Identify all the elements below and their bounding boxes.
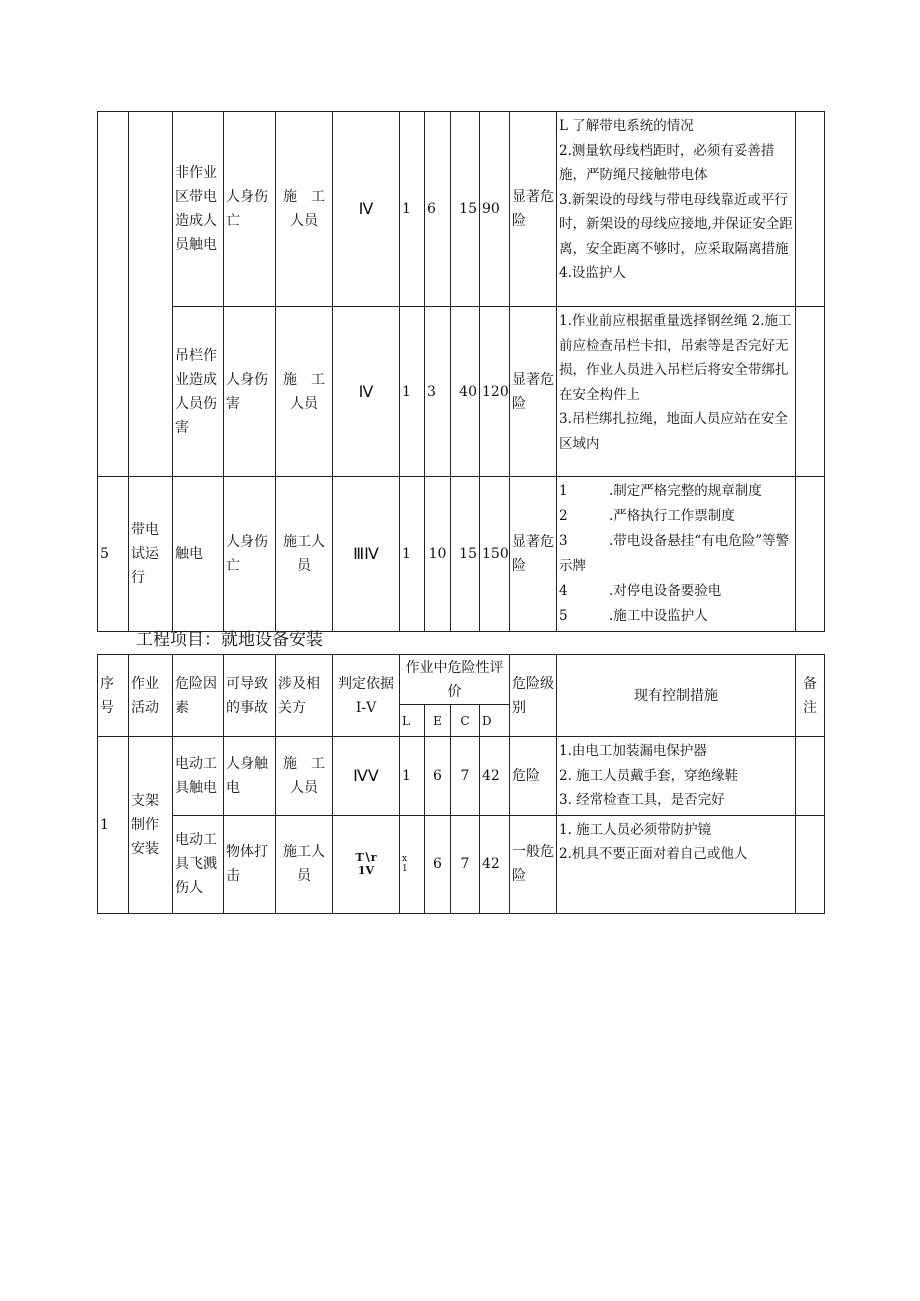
d-cell: 42 [480, 815, 510, 913]
measure-item: 5 .施工中设监护人 [559, 608, 708, 624]
accident-cell: 人身伤害 [224, 307, 276, 477]
level-cell: 危险 [510, 737, 557, 816]
table-row [98, 307, 825, 477]
section-title: 工程项目：就地设备安装 [136, 630, 323, 650]
header-party: 涉及相关方 [276, 655, 333, 737]
l-cell: 1 [400, 112, 425, 307]
accident-cell: 物体打击 [224, 815, 276, 913]
table-row [98, 112, 825, 307]
e-cell: 3 [425, 307, 451, 477]
d-cell: 120 [480, 307, 510, 477]
remark-cell [796, 815, 825, 913]
table-row [98, 477, 825, 632]
accident-cell: 人身触电 [224, 737, 276, 816]
l-top: ⅹ [402, 854, 408, 864]
c-cell: 7 [451, 737, 480, 816]
party-cell: 施 工人员 [276, 307, 333, 477]
measure-item: 1.作业前应根据重量选择钢丝绳 2.施工前应检查吊栏卡扣，吊索等是否完好无损，作业人员进入吊栏后将安全带绑扎在安全构件上 [559, 313, 792, 403]
activity-cell [129, 112, 173, 477]
measure-item: 2 .严格执行工作票制度 [559, 508, 735, 524]
header-c: C [451, 705, 480, 737]
hazard-table [97, 654, 825, 914]
party-cell: 施 工人员 [276, 112, 333, 307]
c-cell: 15 [451, 477, 480, 632]
header-remark: 备注 [796, 655, 825, 737]
judge-cell [333, 815, 400, 913]
hazard-table-continued [97, 111, 825, 632]
judge-cell: Ⅳ [333, 307, 400, 477]
l-cell [400, 815, 425, 913]
measure-item: 2.测量软母线档距时，必须有妥善措施，严防绳尺接触带电体 [559, 142, 775, 183]
no-cell: 1 [98, 737, 129, 914]
hazard-cell: 触电 [173, 477, 224, 632]
measure-item: 3.新架设的母线与带电母线靠近或平行时，新架设的母线应接地,并保证安全距离，安全距离不够时，应采取隔离措施 [559, 191, 793, 257]
judge-cell: ⅢⅣ [333, 477, 400, 632]
l-cell: 1 [400, 307, 425, 477]
party-cell: 施工人员 [276, 815, 333, 913]
d-cell: 90 [480, 112, 510, 307]
accident-cell: 人身伤亡 [224, 112, 276, 307]
l-cell: 1 [400, 477, 425, 632]
measure-item: 2. 施工人员戴手套，穿绝缘鞋 [559, 767, 739, 784]
judge-cell: ⅣⅤ [333, 737, 400, 816]
header-row [98, 655, 825, 705]
judge-top: T∖r [355, 851, 377, 864]
c-cell: 15 [451, 112, 480, 307]
level-cell: 显著危险 [510, 307, 557, 477]
l-bottom: 1 [402, 864, 408, 874]
measure-item: 4 .对停电设备要验电 [559, 583, 722, 599]
header-no: 序号 [98, 655, 129, 737]
remark-cell [796, 737, 825, 816]
measure-item: L 了解带电系统的情况 [559, 118, 694, 134]
e-cell: 10 [425, 477, 451, 632]
measure-item: 1 .制定严格完整的规章制度 [559, 483, 762, 499]
measures-cell [557, 307, 796, 477]
header-measures: 现有控制措施 [557, 655, 796, 737]
d-cell: 42 [480, 737, 510, 816]
hazard-cell: 吊栏作业造成人员伤害 [173, 307, 224, 477]
measures-cell [557, 112, 796, 307]
measure-item: 1. 施工人员必须带防护镜 [559, 821, 712, 838]
party-cell: 施工人员 [276, 477, 333, 632]
e-cell: 6 [425, 112, 451, 307]
header-activity: 作业活动 [129, 655, 173, 737]
measure-item: 3 .带电设备悬挂“有电危险”等警示牌 [559, 533, 790, 574]
measures-cell [557, 815, 796, 913]
d-cell: 150 [480, 477, 510, 632]
activity-cell: 带电试运行 [129, 477, 173, 632]
e-cell: 6 [425, 815, 451, 913]
measure-item: 3. 经常检查工具，是否完好 [559, 792, 725, 808]
remark-cell [796, 477, 825, 632]
header-d: D [480, 705, 510, 737]
accident-cell: 人身伤亡 [224, 477, 276, 632]
l-cell: 1 [400, 737, 425, 816]
header-level: 危险级别 [510, 655, 557, 737]
level-cell: 一般危险 [510, 815, 557, 913]
judge-cell: Ⅳ [333, 112, 400, 307]
c-cell: 7 [451, 815, 480, 913]
header-e: E [425, 705, 451, 737]
activity-cell: 支架制作安装 [129, 737, 173, 914]
no-cell: 5 [98, 477, 129, 632]
measure-item: 3.吊栏绑扎拉绳，地面人员应站在安全区域内 [559, 411, 788, 452]
header-judge: 判定依据Ⅰ-Ⅴ [333, 655, 400, 737]
remark-cell [796, 112, 825, 307]
table-row [98, 737, 825, 816]
hazard-cell: 电动工具飞溅伤人 [173, 815, 224, 913]
party-cell: 施 工人员 [276, 737, 333, 816]
remark-cell [796, 307, 825, 477]
c-cell: 40 [451, 307, 480, 477]
judge-bottom: 1V [357, 864, 375, 877]
measure-item: 4.设监护人 [559, 265, 626, 281]
header-l: L [400, 705, 425, 737]
level-cell: 显著危险 [510, 477, 557, 632]
header-accident: 可导致的事故 [224, 655, 276, 737]
header-eval: 作业中危险性评价 [400, 655, 510, 705]
measure-item: 1.由电工加装漏电保护器 [559, 743, 707, 759]
table-row [98, 815, 825, 913]
hazard-cell: 非作业区带电造成人员触电 [173, 112, 224, 307]
no-cell [98, 112, 129, 477]
measures-cell [557, 477, 796, 632]
measure-item: 2.机具不要正面对着自己或他人 [559, 846, 748, 862]
header-hazard: 危险因素 [173, 655, 224, 737]
measures-cell [557, 737, 796, 816]
hazard-cell: 电动工具触电 [173, 737, 224, 816]
e-cell: 6 [425, 737, 451, 816]
level-cell: 显著危险 [510, 112, 557, 307]
